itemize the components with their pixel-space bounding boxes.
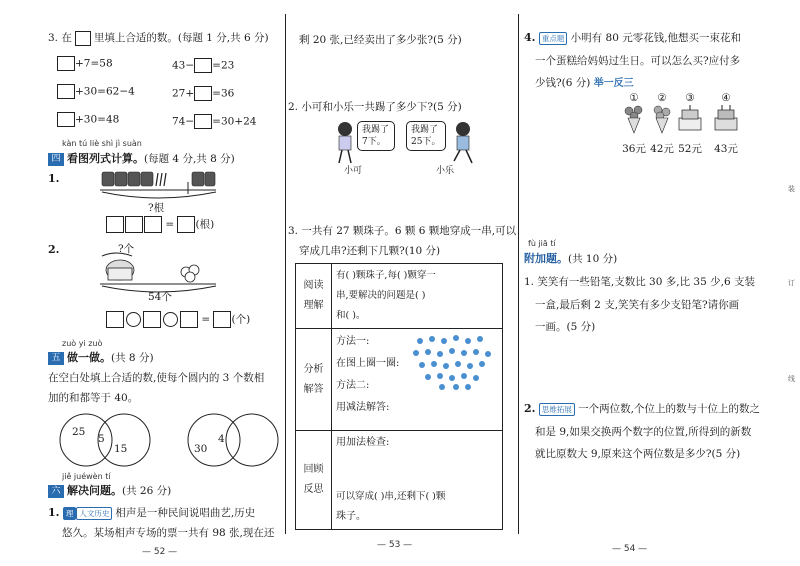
- answer-box[interactable]: [194, 58, 212, 73]
- section-badge: 四: [48, 153, 64, 166]
- row-review-content[interactable]: 用加法检查: 可以穿成( )串,还剩下( )颗 珠子。: [332, 431, 503, 530]
- q1-equation: = (根): [106, 216, 214, 233]
- page-52: [0, 0, 280, 566]
- page-number-53: — 53 —: [377, 540, 413, 550]
- binding-mark-2: 订: [788, 279, 795, 287]
- venn2-b: 30: [194, 443, 208, 455]
- venn2-a: 4: [218, 433, 225, 445]
- section-badge: 六: [48, 485, 64, 498]
- venn-diagram-2: [186, 412, 282, 468]
- venn1-b: 5: [98, 433, 105, 445]
- kid-xiaoke-figure: [331, 121, 359, 165]
- speech-bubble-2: 我踢了 25下。: [406, 121, 446, 151]
- sec5-heading: 五 做一做。(共 8 分): [48, 349, 154, 365]
- name-xiaole: 小乐: [436, 166, 455, 176]
- p2-title: 2. 小可和小乐一共踢了多少下?(5 分): [288, 101, 462, 113]
- e1-line-1: 1. 笑笑有一些铅笔,支数比 30 多,比 35 少,6 支装: [524, 276, 755, 288]
- q1-number: 1.: [48, 172, 60, 185]
- answer-box[interactable]: [194, 86, 212, 101]
- tag-humanities: 人文历史: [76, 507, 112, 520]
- sec4-heading: 四 看图列式计算。(每题 4 分,共 8 分): [48, 150, 235, 166]
- sec6-pinyin: jiě juéwèn tí: [62, 472, 111, 481]
- extra-heading: 附加题。(共 10 分): [524, 252, 618, 265]
- sec5-text-2: 加的和都等于 40。: [48, 392, 139, 404]
- fill-grid: +7=58 43− =23 +30=62−4 27+ =36 +30=48 74− =30+24: [57, 56, 267, 140]
- tag-key-question: 重点题: [539, 32, 568, 45]
- answer-box[interactable]: [75, 31, 91, 46]
- item-4[interactable]: ④ 43元: [706, 92, 746, 156]
- sec5-text-1: 在空白处填上合适的数,使每个圆内的 3 个数相: [48, 372, 265, 384]
- row-analysis-content[interactable]: 方法一: 在图上圈一圈: 方法二: 用减法解答:: [332, 329, 503, 431]
- page-number-52: — 52 —: [142, 547, 178, 557]
- p1-continued: 剩 20 张,已经卖出了多少张?(5 分): [299, 34, 462, 46]
- p1-line-2: 悠久。某场相声专场的票一共有 98 张,现在还: [62, 527, 275, 539]
- binding-mark-3: 线: [788, 375, 795, 383]
- page-number-54: — 54 —: [612, 544, 648, 554]
- p4-line-3: 少钱?(6 分) 举一反三: [535, 77, 634, 89]
- q3-title: 3. 在 里填上合适的数。(每题 1 分,共 6 分): [48, 32, 269, 44]
- cake-icon: [711, 104, 741, 134]
- cake-icon: [675, 104, 705, 134]
- speech-bubble-1: 我踢了 7下。: [357, 121, 395, 151]
- row-review-label: 回顾 反思: [296, 431, 332, 530]
- row-read-label: 阅读 理解: [296, 264, 332, 329]
- page-54: [518, 0, 800, 566]
- solution-table: [295, 263, 503, 530]
- venn1-a: 25: [72, 426, 86, 438]
- e2-line-3: 就比原数大 9,原来这个两位数是多少?(5 分): [535, 448, 741, 460]
- link-variant[interactable]: 举一反三: [593, 78, 634, 89]
- q2-bottom-label: 54个: [148, 291, 172, 303]
- p3-title-1: 3. 一共有 27 颗珠子。6 颗 6 颗地穿成一串,可以: [288, 225, 517, 237]
- kid-xiaole-figure: [448, 121, 478, 165]
- section-badge: 五: [48, 352, 64, 365]
- tag-thinking: 思维拓展: [539, 403, 575, 416]
- extra-pinyin: fù jiā tí: [528, 239, 556, 248]
- item-1[interactable]: ① 36元: [614, 92, 654, 156]
- name-xiaoke: 小可: [344, 166, 363, 176]
- q2-number: 2.: [48, 243, 60, 256]
- q2-top-label: ?个: [118, 243, 135, 255]
- sec5-pinyin: zuò yi zuò: [62, 339, 103, 348]
- p4-line-1: 4. 重点题 小明有 80 元零花钱,他想买一束花和: [524, 31, 742, 44]
- e1-line-2: 一盒,最后剩 2 支,笑笑有多少支铅笔?请你画: [535, 299, 740, 311]
- answer-box[interactable]: [194, 114, 212, 129]
- item-2[interactable]: ② 42元: [642, 92, 682, 156]
- q2-equation: = (个): [106, 311, 250, 328]
- answer-box[interactable]: [57, 84, 75, 99]
- row-read-content[interactable]: 有( )颗珠子,每( )颗穿一 串,要解决的问题是( ) 和( )。: [332, 264, 503, 329]
- venn1-c: 15: [114, 443, 128, 455]
- answer-box[interactable]: [57, 112, 75, 127]
- q1-label: ?根: [148, 202, 165, 214]
- sec4-pinyin: kàn tú liè shì jì suàn: [62, 139, 142, 148]
- page-53: [285, 0, 515, 566]
- answer-box[interactable]: [57, 56, 75, 71]
- p4-line-2: 一个蛋糕给妈妈过生日。可以怎么买?应付多: [535, 55, 741, 67]
- row-analysis-label: 分析 解答: [296, 329, 332, 431]
- e2-line-1: 2. 思维拓展 一个两位数,个位上的数与十位上的数之: [524, 402, 761, 415]
- e1-line-3: 一画。(5 分): [535, 321, 596, 333]
- sec6-heading: 六 解决问题。(共 26 分): [48, 482, 171, 498]
- venn-diagram-1: [58, 412, 154, 468]
- p1-line-1: 1. 理 人文历史 相声是一种民间说唱曲艺,历史: [48, 506, 256, 519]
- beads-figure: [412, 333, 498, 391]
- e2-line-2: 和是 9,如果交换两个数字的位置,所得到的新数: [535, 426, 752, 438]
- binding-mark-1: 装: [788, 185, 795, 193]
- tag-label: 理: [63, 507, 77, 520]
- item-3[interactable]: ③ 52元: [670, 92, 710, 156]
- p3-title-2: 穿成几串?还剩下几颗?(10 分): [299, 245, 441, 257]
